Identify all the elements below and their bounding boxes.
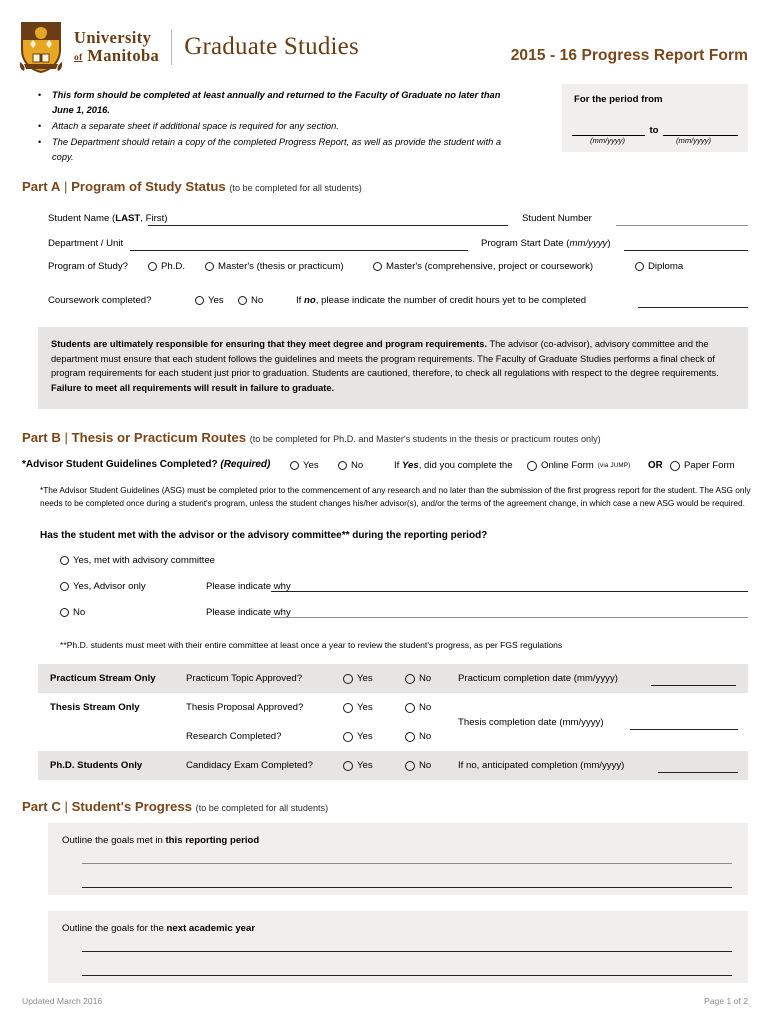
part-a-title: Program of Study Status	[71, 179, 226, 194]
radio-icon	[405, 703, 415, 713]
instructions-list	[38, 88, 508, 166]
radio-paper-form[interactable]	[670, 460, 735, 471]
part-a-subtitle: (to be completed for all students)	[229, 183, 362, 193]
goals-next-year-box	[48, 911, 748, 983]
radio-label: No	[251, 295, 264, 306]
student-name-label	[48, 213, 167, 224]
radio-research-completed-no[interactable]	[405, 731, 431, 742]
part-b-heading: Part B | Thesis or Practicum Routes (to be completed for Ph.D. and Master's students in the thesis or practicum routes only)	[22, 430, 601, 445]
instruction-item	[38, 88, 508, 118]
bullet-icon: •	[38, 121, 42, 131]
radio-icon	[148, 262, 157, 271]
goals-this-period-label	[62, 835, 259, 846]
period-from-hint: (mm/yyyy)	[590, 136, 626, 145]
stream-question: Thesis Proposal Approved?	[186, 702, 304, 713]
thesis-completion-date-label: Thesis completion date (mm/yyyy)	[458, 717, 604, 728]
part-a-label: Part A	[22, 179, 61, 194]
radio-label: Master's (thesis or practicum)	[218, 261, 344, 272]
practicum-completion-date-input[interactable]	[651, 685, 736, 686]
radio-met-committee[interactable]	[60, 555, 215, 566]
radio-icon	[195, 296, 204, 305]
radio-program-diploma[interactable]	[635, 261, 683, 272]
reporting-period-box	[562, 84, 748, 152]
table-row-thesis	[38, 693, 748, 751]
phd-committee-footnote: **Ph.D. students must meet with their entire committee at least once a year to review the student's progress, as per FGS regulations	[60, 640, 563, 650]
period-title: For the period from	[574, 94, 663, 105]
part-c-subtitle: (to be completed for all students)	[195, 803, 329, 813]
radio-icon	[338, 461, 347, 470]
credit-hours-post: , please indicate the number of credit hours yet to be completed	[315, 295, 587, 306]
radio-label: No	[419, 760, 432, 771]
radio-icon	[60, 608, 69, 617]
radio-candidacy-yes[interactable]	[343, 760, 373, 771]
radio-label: Master's (comprehensive, project or coursework)	[386, 261, 594, 272]
why-label: Please indicate why	[206, 581, 291, 592]
radio-icon	[527, 461, 537, 471]
radio-label: Paper Form	[684, 460, 735, 471]
stream-question: Research Completed?	[186, 731, 282, 742]
radio-label: Yes	[357, 731, 373, 742]
radio-practicum-topic-no[interactable]	[405, 673, 431, 684]
goals-next-year-bold: next academic year	[166, 923, 256, 934]
part-c-heading: Part C | Student's Progress (to be completed for all students)	[22, 799, 329, 814]
radio-label: No	[419, 673, 432, 684]
radio-icon	[343, 761, 353, 771]
asg-required-text: (Required)	[220, 459, 271, 470]
radio-label: Yes, met with advisory committee	[73, 555, 216, 566]
notice-bold-lead: Students are ultimately responsible for ensuring that they meet degree and program requirements.	[51, 339, 488, 349]
student-name-input[interactable]	[148, 225, 508, 226]
page-header	[0, 0, 770, 80]
footer-updated: Updated March 2016	[22, 996, 103, 1006]
program-start-hint: mm/yyyy	[569, 238, 608, 249]
goals-this-period-bold: this reporting period	[165, 835, 260, 846]
radio-coursework-yes[interactable]	[195, 295, 224, 306]
university-of: of	[74, 52, 83, 63]
instruction-item	[38, 135, 508, 165]
period-from-input[interactable]	[572, 124, 645, 136]
university-logo	[18, 20, 359, 74]
why-input-no[interactable]	[271, 617, 748, 618]
radio-asg-no[interactable]	[338, 460, 363, 471]
radio-icon	[60, 582, 69, 591]
radio-label: Yes	[208, 295, 224, 306]
radio-icon	[373, 262, 382, 271]
radio-program-masters-thesis[interactable]	[205, 261, 344, 272]
radio-label: Yes	[303, 460, 319, 471]
radio-coursework-no[interactable]	[238, 295, 263, 306]
radio-label: Yes	[357, 673, 373, 684]
radio-label: No	[351, 460, 364, 471]
practicum-completion-date-text: Practicum completion date (mm/yyyy)	[458, 673, 618, 684]
university-crest-icon	[18, 20, 64, 74]
radio-label: Ph.D.	[161, 261, 185, 272]
goals-this-period-line-1[interactable]	[82, 863, 732, 864]
radio-icon	[635, 262, 644, 271]
radio-asg-yes[interactable]	[290, 460, 319, 471]
student-name-label-post: , First)	[140, 213, 168, 224]
radio-icon	[405, 674, 415, 684]
met-option-row	[60, 553, 760, 579]
stream-name: Thesis Stream Only	[50, 702, 140, 713]
program-start-label	[481, 238, 611, 249]
responsibility-notice-box	[38, 327, 748, 409]
radio-icon	[60, 556, 69, 565]
part-a-heading: Part A | Program of Study Status (to be completed for all students)	[22, 179, 362, 194]
goals-this-period-pre: Outline the goals met in	[62, 835, 166, 846]
university-name	[74, 30, 159, 64]
part-b-title: Thesis or Practicum Routes	[71, 430, 247, 445]
bullet-icon: •	[38, 137, 42, 147]
stream-table	[38, 664, 748, 780]
goals-next-year-label	[62, 923, 255, 934]
goals-next-year-pre: Outline the goals for the	[62, 923, 167, 934]
radio-label: Diploma	[648, 261, 684, 272]
credit-hours-bold: no	[304, 295, 316, 306]
period-fields	[572, 124, 738, 136]
instruction-text: Attach a separate sheet if additional space is required for any section.	[52, 121, 339, 131]
radio-practicum-topic-yes[interactable]	[343, 673, 373, 684]
bullet-icon: •	[38, 90, 42, 100]
stream-question: Candidacy Exam Completed?	[186, 760, 313, 771]
phd-completion-date-label: If no, anticipated completion (mm/yyyy)	[458, 760, 625, 771]
why-label: Please indicate why	[206, 607, 291, 618]
thesis-completion-date-input[interactable]	[630, 729, 738, 730]
radio-online-form[interactable]	[527, 460, 630, 471]
program-of-study-label: Program of Study?	[48, 261, 128, 272]
stream-question: Practicum Topic Approved?	[186, 673, 303, 684]
form-title: 2015 - 16 Progress Report Form	[510, 47, 748, 64]
wordmark	[74, 29, 359, 65]
phd-completion-date-input[interactable]	[658, 772, 738, 773]
radio-icon	[238, 296, 247, 305]
radio-label: No	[419, 731, 432, 742]
table-row-phd	[38, 751, 748, 780]
goals-next-year-line-1[interactable]	[82, 951, 732, 952]
radio-icon	[343, 674, 353, 684]
part-b-label: Part B	[22, 430, 61, 445]
coursework-label: Coursework completed?	[48, 295, 152, 306]
goals-next-year-line-2[interactable]	[82, 975, 732, 976]
student-number-label: Student Number	[522, 213, 592, 224]
asg-label-text: *Advisor Student Guidelines Completed?	[22, 459, 218, 470]
notice-body: The advisor (co-advisor), advisory committee and the department must ensure that each student follows the guidelines and meets the program requirements. The Faculty of Graduate Studies performs a final check of program requirements for each student just prior to graduation. Students are cautioned, therefore, to check all regulations with respect to the degree requirements.	[51, 339, 719, 379]
wordmark-divider	[171, 29, 172, 65]
university-line1: University	[74, 28, 152, 47]
goals-this-period-box	[48, 823, 748, 895]
credit-hours-pre: If	[296, 295, 304, 306]
radio-met-no[interactable]	[60, 607, 85, 618]
notice-bold-tail: Failure to meet all requirements will result in failure to graduate.	[51, 382, 335, 393]
program-start-label-post: )	[607, 238, 611, 249]
radio-research-completed-yes[interactable]	[343, 731, 373, 742]
radio-icon	[343, 732, 353, 742]
radio-label: No	[73, 607, 86, 618]
program-start-label-pre: Program Start Date (	[481, 238, 570, 249]
part-c-title: Student's Progress	[71, 799, 192, 814]
radio-icon	[405, 732, 415, 742]
student-number-input[interactable]	[616, 225, 748, 226]
radio-icon	[343, 703, 353, 713]
radio-label: No	[419, 702, 432, 713]
radio-candidacy-no[interactable]	[405, 760, 431, 771]
asg-label	[22, 459, 270, 470]
radio-icon	[405, 761, 415, 771]
radio-program-phd[interactable]	[148, 261, 185, 272]
radio-label: Yes	[357, 760, 373, 771]
student-name-label-pre: Student Name (	[48, 213, 116, 224]
stream-name: Practicum Stream Only	[50, 673, 156, 684]
met-options-group	[60, 553, 760, 631]
faculty-name: Graduate Studies	[184, 33, 359, 60]
table-row-practicum	[38, 664, 748, 693]
footer-page-number: Page 1 of 2	[704, 996, 748, 1006]
credit-hours-input[interactable]	[638, 307, 748, 308]
part-b-subtitle: (to be completed for Ph.D. and Master's students in the thesis or practicum routes only)	[249, 434, 601, 444]
notice-text	[38, 327, 748, 395]
met-option-row	[60, 579, 760, 605]
instruction-text: The Department should retain a copy of the completed Progress Report, as well as provide the student with a copy.	[52, 137, 502, 162]
goals-this-period-line-2[interactable]	[82, 887, 732, 888]
program-start-input[interactable]	[624, 250, 748, 251]
part-c-label: Part C	[22, 799, 61, 814]
instruction-item	[38, 119, 508, 134]
asg-if-pre: If	[394, 460, 402, 471]
radio-thesis-proposal-no[interactable]	[405, 702, 431, 713]
department-input[interactable]	[130, 250, 468, 251]
radio-met-advisor-only[interactable]	[60, 581, 146, 592]
department-label: Department / Unit	[48, 238, 124, 249]
student-name-label-bold: LAST	[115, 213, 141, 224]
period-to-hint: (mm/yyyy)	[676, 136, 712, 145]
why-input-advisor-only[interactable]	[271, 591, 748, 592]
radio-program-masters-coursework[interactable]	[373, 261, 593, 272]
period-to-input[interactable]	[663, 124, 738, 136]
met-question: Has the student met with the advisor or the advisory committee** during the reporting period?	[40, 530, 488, 541]
radio-label: Yes	[357, 702, 373, 713]
asg-if-yes-label	[394, 460, 513, 471]
radio-icon	[670, 461, 680, 471]
period-to-label: to	[649, 125, 659, 136]
or-label: OR	[648, 460, 663, 471]
credit-hours-label	[296, 295, 586, 306]
online-form-note: (via JUMP)	[597, 462, 631, 469]
radio-label: Yes, Advisor only	[73, 581, 146, 592]
radio-thesis-proposal-yes[interactable]	[343, 702, 373, 713]
stream-name: Ph.D. Students Only	[50, 760, 143, 771]
asg-if-post: , did you complete the	[418, 460, 513, 471]
asg-if-bold: Yes	[402, 460, 419, 471]
radio-icon	[290, 461, 299, 470]
instruction-text: This form should be completed at least annually and returned to the Faculty of Graduate no later than June 1, 2016.	[52, 90, 501, 115]
asg-footnote: *The Advisor Student Guidelines (ASG) must be completed prior to the commencement of any research and no later than the submission of the first progress report for the student. The ASG only needs to be completed once during a student's program, unless the student changes his/her advisor(s), and/or the terms of the agreement change, in which case a new ASG would be required.	[40, 485, 751, 508]
met-option-row	[60, 605, 760, 631]
university-line2: Manitoba	[87, 45, 160, 65]
radio-icon	[205, 262, 214, 271]
radio-label: Online Form	[541, 460, 594, 471]
